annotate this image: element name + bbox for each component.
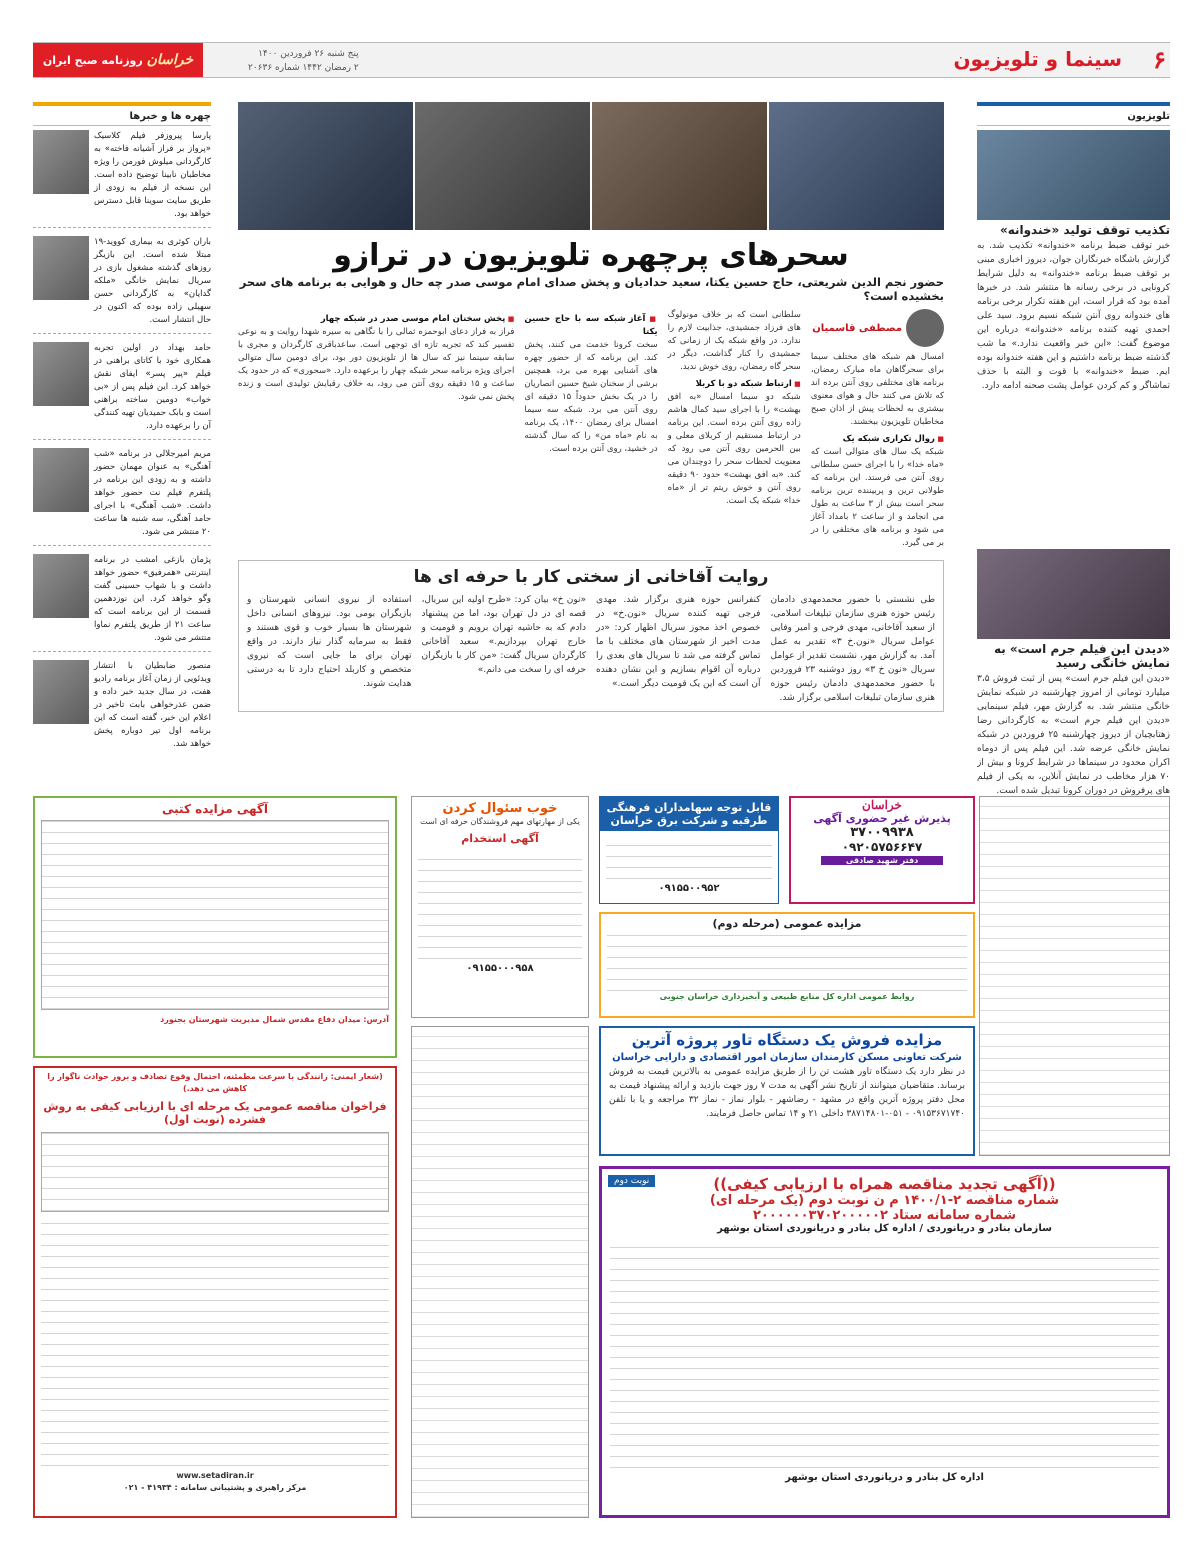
host-photo [592, 102, 767, 230]
setad-number: شماره سامانه ستاد ۲۰۰۰۰۰۰۳۷۰۲۰۰۰۰۰۲ [752, 1208, 1016, 1223]
ad-body: در نظر دارد یک دستگاه تاور هشت تن را از طریق مزایده عمومی به بالاترین قیمت به فروش برساند. متقاضیان میتوانند از تاریخ نشر آگهی به مدت ۷ روز جهت بازدید و ارائه پیشنهاد قیمت به محل دفتر پروژه آترین واقع در مشهد - رضاشهر - بلوار نماز - نماز ۳۲ مراجعه و یا با تلفن ۰۹۱۵۳۶۷۱۷۴۰ - ۰۵۱-۳۸۷۱۴۸۰۱ داخلی ۲۱ و ۱۴ تماس حاصل فرمایند. [609, 1067, 965, 1119]
author-avatar [906, 309, 944, 347]
ad-subtitle: یکی از مهارتهای مهم فروشندگان حرفه ای است [420, 817, 580, 826]
article-subtitle: حضور نجم الدین شریعتی، حاج حسین یکتا، سعید حدادیان و پخش صدای امام موسی صدر چه حال و هوایی به برنامه های سحر بخشیده است؟ [239, 275, 944, 303]
news1-title: تکذیب توقف تولید «خندوانه» [999, 223, 1170, 237]
author-name: مصطفی قاسمیان [812, 322, 902, 334]
ad-title: پذیرش غیر حضوری آگهی [813, 812, 951, 825]
hiring-ad [411, 796, 589, 1018]
host-photo [769, 102, 944, 230]
sub-article-paragraph: طی نشستی با حضور محمدمهدی دادمان رئیس حوزه هنری سازمان تبلیغات اسلامی، از سعید آقاخانی، مهدی فرجی و امیر وفایی عوامل سریال «نون.خ ۳» تقدیر به عمل آمد. به گزارش مهر، نشست تقدیر از عوامل سریال «نون خ ۳» روز دوشنبه ۲۳ فروردین با حضور محمدمهدی دادمان رئیس حوزه هنری سازمان تبلیغات اسلامی برگزار شد. [770, 595, 935, 703]
host-photo [238, 102, 413, 230]
shareholders-ad [599, 796, 779, 904]
person-photo [33, 130, 89, 194]
advertisement-section [33, 786, 1170, 1530]
ad-contact: مرکز راهبری و پشتیبانی سامانه : ۴۱۹۳۴ - ۰۲۱ [123, 1483, 307, 1492]
round-badge: نوبت دوم [608, 1175, 655, 1187]
brief-item [33, 236, 211, 334]
column-accent-bar [33, 102, 211, 106]
sub-article-paragraph: استفاده از نیروی انسانی شهرستان و بازیگران بومی بود. نیروهای انسانی داخل شهرستان ها بسیار خوب و قوی هستند و فقط به سرمایه گذار نیاز دارند. در واقع تهران برای ما جایی است که نیروی متخصص و کاربلد احتیاج دارد تا به درستی هدایت شوند. [247, 595, 412, 689]
news2-body: «دیدن این فیلم جرم است» پس از ثبت فروش ۳،۵ میلیارد تومانی از امروز چهارشنبه در شبکه نمایش خانگی منتشر شد. به گزارش مهر، فیلم سینمایی «دیدن این فیلم جرم است» به کارگردانی رضا زهتابچیان از دیروز چهارشنبه ۲۵ فروردین در شبکه نمایش خانگی عرضه شد. این فیلم پس از دوماه اکران محدود در سینماها در شرایط کرونا و بیش از ۷۰ هزار مخاطب در نمایش آنلاین، به یکی از فیلم های پرفروش در دوران کرونا تبدیل شده است. [977, 674, 1170, 796]
article-subhead: ■ ارتباط شبکه دو با کربلا [668, 378, 801, 391]
ad-body-lines [41, 1216, 389, 1466]
ad-phone: ۰۹۲۰۵۷۵۶۶۴۷ [841, 840, 923, 854]
right-column [977, 102, 1170, 796]
ad-phone: ۰۹۱۵۵۰۰۹۵۲ [658, 883, 720, 894]
brief-text: منصور ضابطیان با انتشار ویدئویی از زمان آغاز برنامه رادیو هفت، در سال جدید خبر داده و ضمن عذرخواهی بابت تاخیر در اعلام این خبر، گفته است که این برنامه اول تیر دوباره پخش خواهد شد. [94, 661, 211, 749]
ad-title: مزایده عمومی (مرحله دوم) [712, 917, 862, 930]
brief-text: حامد بهداد در اولین تجربه همکاری خود با کاتای براهنی در فیلم «پیر پسر» ایفای نقش خواهد کرد. این فیلم پس از «بی خواب» دومین ساخته براهنی است و بابک حمیدیان تهیه کنندگی آن را برعهده دارد. [94, 343, 211, 431]
brief-item [33, 130, 211, 228]
ad-title: مزایده فروش یک دستگاه تاور پروژه آترین [631, 1031, 943, 1049]
article-paragraph: سخت کرونا خدمت می کنند، پخش کند. این برنامه که از حضور چهره های آشنایی بهره می برد، همچنین برشی از سخنان شیخ حسین انصاریان را در یک بخش حدوداً ۱۵ دقیقه ای روی آنتن می برد. شبکه سه سیما امسال برای رمضان ۱۴۰۰، یک برنامه به نام «ماه من» را که سال گذشته در خشید، روی آنتن برده است. [524, 340, 658, 454]
column-accent-bar [977, 102, 1170, 106]
auction-table [41, 820, 389, 1010]
sub-article-headline: روایت آقاخانی از سختی کار با حرفه ای ها [413, 567, 769, 587]
legal-notices [411, 1026, 589, 1518]
ports-tender-ad [599, 1166, 1170, 1518]
article-paragraph: امسال هم شبکه های مختلف سیما برای سحرگاهان ماه مبارک رمضان، برنامه های مختلفی روی آنتن برده اند که تلاش می کنند حال و هوای معنوی بیشتری به لحظات پیش از اذان صبح مخاطبان تلویزیون ببخشند. [810, 352, 944, 427]
ad-body-lines [610, 1238, 1159, 1468]
author-byline [811, 309, 944, 347]
person-photo [33, 342, 89, 406]
person-photo [33, 236, 89, 300]
brief-text: باران کوثری به بیماری کووید-۱۹ مبتلا شده است. این بازیگر روزهای گذشته مشغول بازی در سریال نمایش خانگی «ملکه گدایان» به کارگردانی حسن سهیلی زاده بوده که اکنون در حال انتشار است. [94, 237, 211, 325]
person-photo [33, 554, 89, 618]
sub-article [238, 560, 944, 712]
ad-org: روابط عمومی اداره کل منابع طبیعی و آبخیزداری خراسان جنوبی [659, 992, 915, 1001]
ad-phone: ۳۷۰۰۹۹۳۸ [850, 825, 914, 840]
ad-footer: آدرس: میدان دفاع مقدس شمال مدیریت شهرستان بجنورد [160, 1015, 389, 1024]
article-paragraph: سلطانی است که بر خلاف مونولوگ های فرزاد جمشیدی، جذابیت لازم را ندارد. در واقع شبکه یک از زمانی که جمشیدی را کنار گذاشت، دیگر در سحر گاه رمضان، روی خوش ندید. [667, 310, 801, 372]
ad-brand: خراسان [862, 798, 902, 812]
hero-photo-strip [238, 102, 944, 230]
news2-title: «دیدن این فیلم جرم است» به نمایش خانگی رسید [993, 642, 1170, 670]
issue-info [248, 47, 359, 75]
article-paragraph: فراز به فراز دعای ابوحمزه ثمالی را با نگاهی به سیره شهدا روایت و به نوعی تفسیر کند که تجربه تازه ای توجهی است. ساعدباقری کارگردان و مجری با سابقه سینما نیز که سال ها از تلویزیون دور بود، برای دومین سال متوالی اجرای ویژه برنامه سحر شبکه چهار را برعهده دارد. «سحوری» که در حدود یک ساعت و ۱۵ دقیقه روی آنتن می رود، به خلاف رقبایش تولیدی است و زنده پخش نمی شود. [238, 327, 515, 402]
host-photo [415, 102, 590, 230]
ad-footer: دفتر شهید صادقی [821, 856, 943, 865]
brief-item [33, 342, 211, 440]
brief-item [33, 448, 211, 546]
ad-title: قابل توجه سهامداران فرهنگی طرقبه و شرکت برق خراسان [600, 797, 778, 831]
ad-title: ((آگهی تجدید مناقصه همراه با ارزیابی کیفی)) [713, 1175, 1056, 1193]
road-tender-ad [33, 1066, 397, 1518]
article-col-1 [811, 309, 944, 550]
sub-article-paragraph: «نون خ» بیان کرد: «طرح اولیه این سریال، قصه ای در دل تهران بود، اما من پیشنهاد دادم که به حاشیه تهران برویم و قومیت و خارج تهران بپردازیم.» سعید آقاخانی کارگردان سریال گفت: «من کار با بازیگران حرفه ای را سخت می دانم.» [421, 595, 586, 675]
article-paragraph: شبکه یک سال های متوالی است که «ماه خدا» را با اجرای حسن سلطانی روی آنتن می فرستد. این برنامه که طولانی ترین و پربیننده ترین برنامه سحر است بیش از ۳ ساعت به طول می انجامد و از ساعت ۲ بامداد آغاز می شود و برنامه های مختلفی را در بر می گیرد. [810, 447, 944, 548]
ad-body-lines [607, 933, 967, 991]
ad-org: شرکت تعاونی مسکن کارمندان سازمان امور اقتصادی و دارایی خراسان [612, 1052, 962, 1063]
ad-title: فراخوان مناقصه عمومی یک مرحله ای با ارزیابی کیفی به روش فشرده (نوبت اول) [43, 1100, 387, 1126]
issue-number: ۲ رمضان ۱۴۴۲ شماره ۲۰۶۳۶ [248, 63, 359, 73]
page-header [33, 42, 1170, 78]
natural-resources-ad [599, 912, 975, 1018]
brief-text: پژمان بازغی امشب در برنامه اینترنتی «همرفیق» حضور خواهد داشت و با شهاب حسینی گفت وگو خواهد کرد. این نوزدهمین قسمت از این برنامه است که ساعت ۲۱ از طریق پلتفرم نماوا منتشر می شود. [94, 555, 211, 643]
tender-table [41, 1132, 389, 1212]
article-col-2 [668, 309, 801, 550]
page-number: ۶ [1153, 45, 1166, 74]
main-article [238, 102, 944, 760]
issue-date: پنج شنبه ۲۶ فروردین ۱۴۰۰ [258, 49, 359, 59]
tender-number: شماره مناقصه ۲-۱۴۰۰/۱ م ن نوبت دوم (یک مرحله ای) [709, 1193, 1060, 1208]
ad-body-lines [418, 849, 582, 959]
brief-text: پارسا پیروزفر فیلم کلاسیک «پرواز بر فراز آشیانه فاخته» به کارگردانی میلوش فورمن را ویژه مخاطبان نابینا توضیح داده است. این نسخه از فیلم به زودی از طریق سایت سوینا قابل دسترس خواهد بود. [94, 131, 211, 219]
ad-heading: آگهی استخدام [461, 832, 539, 845]
brief-item [33, 554, 211, 652]
ad-intake-promo [789, 796, 975, 904]
sub-article-columns [247, 593, 935, 705]
legal-notices [979, 796, 1170, 1156]
article-subhead: ■ روال تکراری شبکه یک [811, 433, 944, 446]
left-column [33, 102, 211, 760]
article-columns [238, 309, 944, 550]
ad-footer: اداره کل بنادر و دریانوردی استان بوشهر [785, 1472, 984, 1483]
article-headline: سحرهای پرچهره تلویزیون در ترازو [333, 238, 849, 273]
section-title: سینما و تلویزیون [953, 47, 1122, 71]
column-tag: تلویزیون [977, 108, 1170, 126]
brief-text: مریم امیرجلالی در برنامه «شب آهنگی» به عنوان مهمان حضور داشته و به زودی این برنامه در پلتفرم فیلم نت حضور خواهد داشت. «شب آهنگی» با اجرای حامد آهنگی، سه شنبه ها ساعت ۲۰ منتشر می شود. [94, 449, 211, 537]
ad-phone: ۰۹۱۵۵۰۰۰۹۵۸ [466, 963, 534, 974]
article-col-4 [238, 309, 514, 550]
brief-item [33, 660, 211, 757]
person-photo [33, 448, 89, 512]
column-tag: چهره ها و خبرها [33, 108, 211, 126]
brand-logo: خراسان [146, 52, 194, 68]
article-subhead: ■ آغاز شبکه سه با حاج حسین یکتا [524, 313, 657, 339]
tower-auction-ad [599, 1026, 975, 1156]
newspaper-brand [33, 43, 203, 77]
person-photo [33, 660, 89, 724]
ad-title: آگهی مزایده کتبی [162, 802, 268, 816]
auction-ad [33, 796, 397, 1058]
film-photo [977, 549, 1170, 639]
news1-body: خبر توقف ضبط برنامه «خندوانه» تکذیب شد. به گزارش باشگاه خبرنگاران جوان، دیروز اخباری مبنی بر توقف ضبط برنامه «خندوانه» به دلیل شرایط کرونایی در برخی رسانه ها منتشر شد. در خبرها آمده بود که قرار است، این هفته تکرار برخی برنامه های خندوانه روی آنتن شبکه نسیم برود. سید علی احمدی تهیه کننده برنامه «خندوانه» درباره این موضوع گفت: «این خبر واقعیت ندارد.» ما شب گذشته ضبط برنامه داشتیم و این هفته خندوانه بوده ایم. ضبط «خندوانه» با قوت و البته با حذف تماشاگر و کم کردن عوامل پشت صحنه ادامه دارد. [977, 241, 1170, 391]
article-subhead: ■ پخش سخنان امام موسی صدر در شبکه چهار [238, 313, 514, 326]
safety-slogan: (شعار ایمنی: رانندگی با سرعت مطمئنه، احتمال وقوع تصادف و بروز حوادث ناگوار را کاهش می دهد.) [47, 1072, 383, 1093]
ad-body-lines [606, 835, 772, 879]
ad-org: سازمان بنادر و دریانوردی / اداره کل بنادر و دریانوردی استان بوشهر [717, 1223, 1052, 1234]
brand-tagline: روزنامه صبح ایران [42, 54, 143, 67]
sub-article-paragraph: کنفرانس حوزه هنری برگزار شد. مهدی فرجی تهیه کننده سریال «نون.خ» در خصوص اخذ مجوز سریال اظهار کرد: «در مدت اخیر از شهرستان های مختلف با ما تماس گرفته می شد تا سریال های بعدی را درباره آن اقوام بسازیم و این نشان دهنده آن است که این یک قومیت دیگر است.» [596, 595, 761, 689]
ad-website[interactable]: www.setadiran.ir [176, 1471, 254, 1480]
ad-title: خوب سئوال کردن [442, 801, 558, 816]
article-paragraph: شبکه دو سیما امسال «به افق بهشت» را با اجرای سید کمال هاشم زاده روی آنتن برده است. این برنامه در ارتباط مستقیم از کربلای معلی و بین الحرمین روی آنتن می رود که معنویت لحظات سحر را دوچندان می کند. «به افق بهشت» حدود ۹۰ دقیقه روی آنتن و خوش ریتم تر از «ماه خدا» شبکه یک است. [667, 392, 801, 506]
article-col-3 [524, 309, 657, 550]
khandevaneh-photo [977, 130, 1170, 220]
